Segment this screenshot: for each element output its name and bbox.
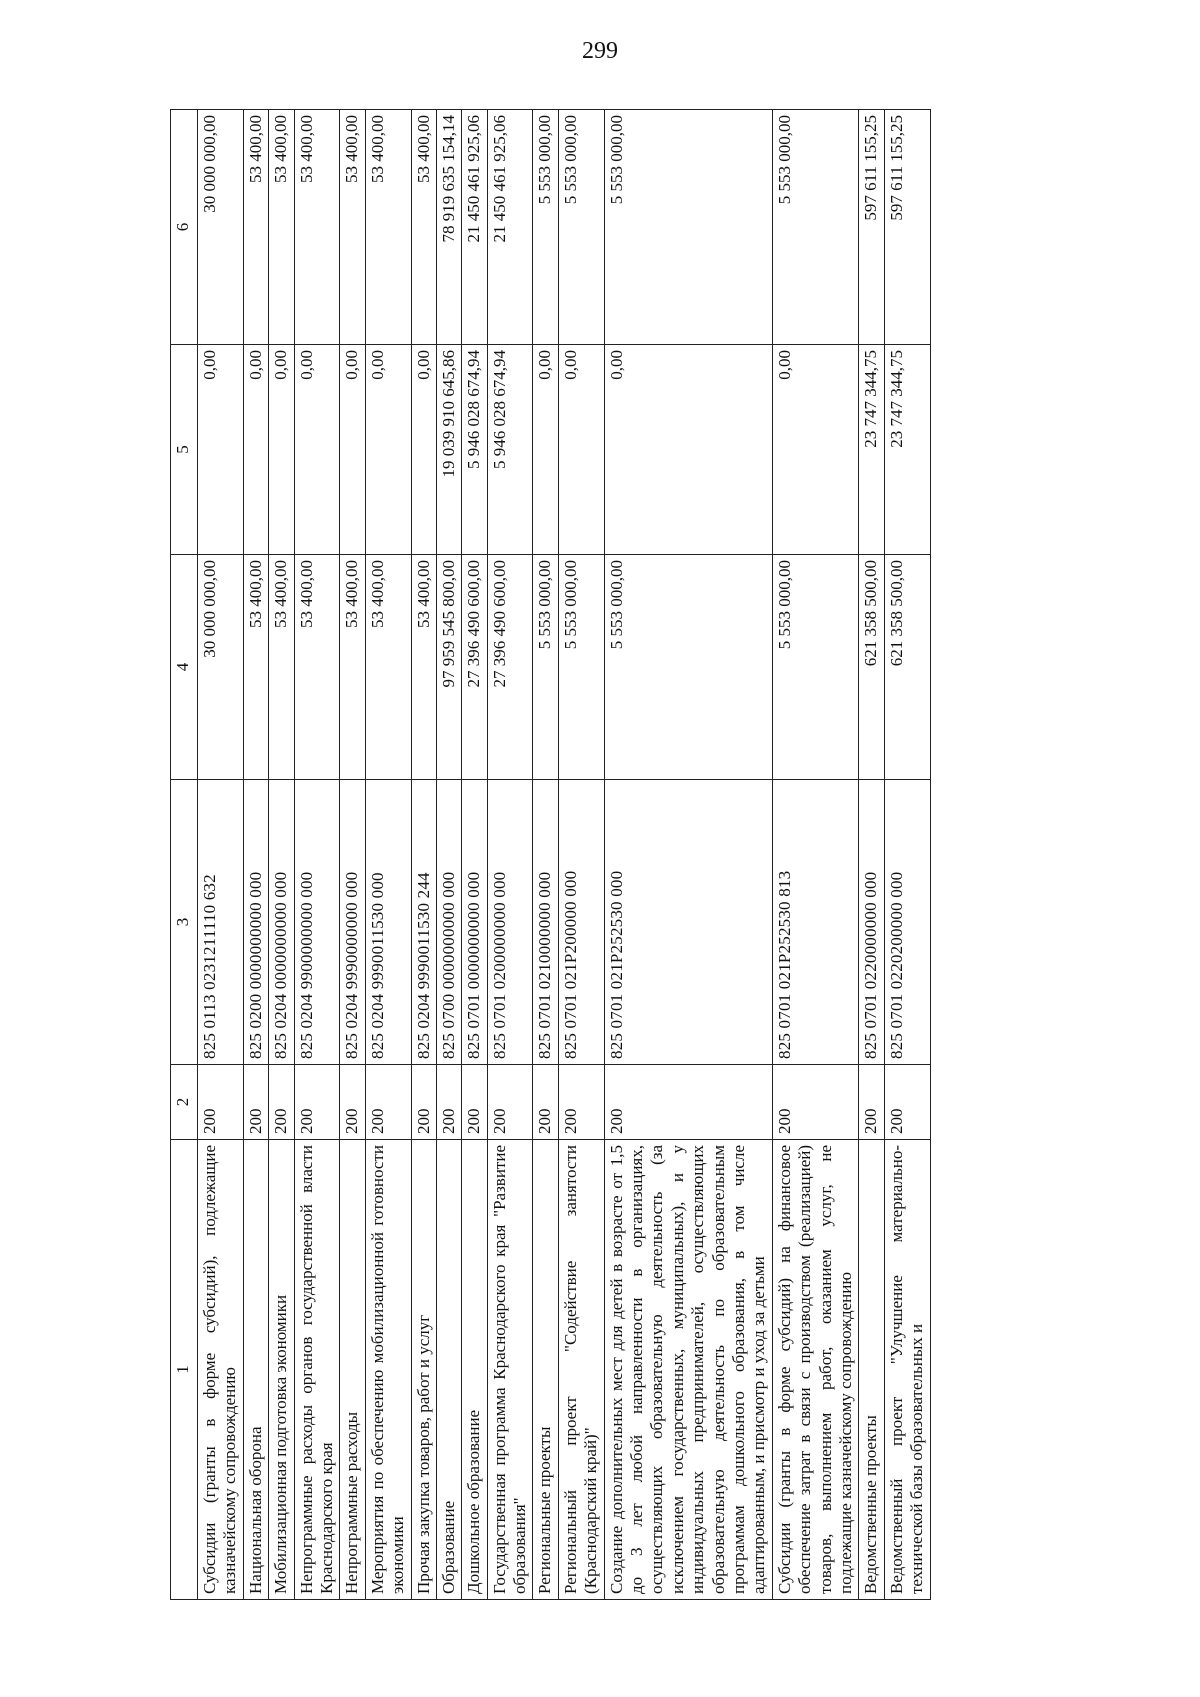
table-row — [294, 110, 340, 1600]
row-vr: 200 — [436, 1065, 461, 1140]
row-code: 825 0701 0220000000 000 — [859, 780, 884, 1065]
row-col5: 0,00 — [365, 345, 411, 555]
row-name: Региональные проекты — [533, 1140, 558, 1600]
row-col6: 53 400,00 — [269, 110, 294, 345]
row-code: 825 0701 0220200000 000 — [884, 780, 930, 1065]
table-header-row — [171, 110, 198, 1600]
row-name: Государственная программа Краснодарского края "Развитие образования" — [487, 1140, 533, 1600]
row-col5: 0,00 — [411, 345, 436, 555]
row-col4: 30 000 000,00 — [198, 555, 244, 780]
row-col5: 5 946 028 674,94 — [462, 345, 487, 555]
row-name: Прочая закупка товаров, работ и услуг — [411, 1140, 436, 1600]
row-name: Дошкольное образование — [462, 1140, 487, 1600]
row-col6: 21 450 461 925,06 — [462, 110, 487, 345]
row-vr: 200 — [533, 1065, 558, 1140]
row-code: 825 0701 021P252530 000 — [604, 780, 772, 1065]
row-code: 825 0701 021P252530 813 — [772, 780, 859, 1065]
header-col-5: 5 — [171, 345, 198, 555]
row-col6: 597 611 155,25 — [859, 110, 884, 345]
row-col4: 27 396 490 600,00 — [462, 555, 487, 780]
row-name: Ведомственный проект "Улучшение материально-технической базы образовательных и — [884, 1140, 930, 1600]
table-row — [411, 110, 436, 1600]
row-code: 825 0204 9900000000 000 — [294, 780, 340, 1065]
row-col5: 19 039 910 645,86 — [436, 345, 461, 555]
row-col4: 621 358 500,00 — [884, 555, 930, 780]
table-row — [604, 110, 772, 1600]
row-vr: 200 — [340, 1065, 365, 1140]
header-col-3: 3 — [171, 780, 198, 1065]
row-col6: 53 400,00 — [365, 110, 411, 345]
row-code: 825 0700 0000000000 000 — [436, 780, 461, 1065]
table-row — [269, 110, 294, 1600]
row-name: Ведомственные проекты — [859, 1140, 884, 1600]
table-row — [198, 110, 244, 1600]
row-col4: 53 400,00 — [365, 555, 411, 780]
row-name: Мобилизационная подготовка экономики — [269, 1140, 294, 1600]
budget-table — [170, 109, 931, 1600]
row-vr: 200 — [198, 1065, 244, 1140]
row-col6: 53 400,00 — [294, 110, 340, 345]
row-vr: 200 — [411, 1065, 436, 1140]
row-col6: 78 919 635 154,14 — [436, 110, 461, 345]
row-col5: 0,00 — [558, 345, 604, 555]
rotated-table-container — [170, 110, 1070, 1600]
row-col5: 5 946 028 674,94 — [487, 345, 533, 555]
row-col4: 5 553 000,00 — [604, 555, 772, 780]
row-col5: 0,00 — [243, 345, 268, 555]
row-col5: 0,00 — [198, 345, 244, 555]
row-col4: 27 396 490 600,00 — [487, 555, 533, 780]
row-col5: 23 747 344,75 — [884, 345, 930, 555]
row-code: 825 0701 0210000000 000 — [533, 780, 558, 1065]
row-col5: 0,00 — [772, 345, 859, 555]
row-vr: 200 — [269, 1065, 294, 1140]
row-code: 825 0701 0000000000 000 — [462, 780, 487, 1065]
row-col6: 30 000 000,00 — [198, 110, 244, 345]
row-col6: 5 553 000,00 — [772, 110, 859, 345]
row-code: 825 0204 9990000000 000 — [340, 780, 365, 1065]
row-col4: 53 400,00 — [340, 555, 365, 780]
table-row — [340, 110, 365, 1600]
table-row — [558, 110, 604, 1600]
table-row — [772, 110, 859, 1600]
row-col5: 0,00 — [294, 345, 340, 555]
row-code: 825 0200 0000000000 000 — [243, 780, 268, 1065]
row-col4: 53 400,00 — [243, 555, 268, 780]
table-row — [462, 110, 487, 1600]
page-number: 299 — [582, 38, 618, 64]
row-vr: 200 — [884, 1065, 930, 1140]
table-row — [487, 110, 533, 1600]
table-row — [859, 110, 884, 1600]
row-col5: 0,00 — [604, 345, 772, 555]
row-col6: 5 553 000,00 — [558, 110, 604, 345]
row-name: Непрограммные расходы органов государственной власти Краснодарского края — [294, 1140, 340, 1600]
row-vr: 200 — [462, 1065, 487, 1140]
row-col4: 5 553 000,00 — [772, 555, 859, 780]
row-code: 825 0204 9990011530 244 — [411, 780, 436, 1065]
row-vr: 200 — [558, 1065, 604, 1140]
row-code: 825 0113 0231211110 632 — [198, 780, 244, 1065]
row-col5: 23 747 344,75 — [859, 345, 884, 555]
row-col4: 53 400,00 — [411, 555, 436, 780]
table-row — [436, 110, 461, 1600]
row-name: Региональный проект "Содействие занятости (Краснодарский край)" — [558, 1140, 604, 1600]
table-row — [243, 110, 268, 1600]
row-vr: 200 — [243, 1065, 268, 1140]
row-code: 825 0701 0200000000 000 — [487, 780, 533, 1065]
table-row — [365, 110, 411, 1600]
header-col-4: 4 — [171, 555, 198, 780]
row-code: 825 0204 9990011530 000 — [365, 780, 411, 1065]
row-col6: 53 400,00 — [243, 110, 268, 345]
row-col5: 0,00 — [269, 345, 294, 555]
row-name: Создание дополнительных мест для детей в возрасте от 1,5 до 3 лет любой направленности в организациях, осуществляющих образовательную деятельность (за исключением государственных, муниципальных), и у индивидуальных предпринимателей, осуществляющих образовательную деятельность по образовательным программам дошкольного образования, в том числе адаптированным, и присмотр и уход за детьми — [604, 1140, 772, 1600]
row-name: Образование — [436, 1140, 461, 1600]
header-col-2: 2 — [171, 1065, 198, 1140]
header-col-6: 6 — [171, 110, 198, 345]
row-name: Национальная оборона — [243, 1140, 268, 1600]
row-name: Субсидии (гранты в форме субсидий) на финансовое обеспечение затрат в связи с производством (реализацией) товаров, выполнением работ, оказанием услуг, не подлежащие казначейскому сопровождению — [772, 1140, 859, 1600]
row-name: Непрограммные расходы — [340, 1140, 365, 1600]
row-col6: 53 400,00 — [340, 110, 365, 345]
row-code: 825 0701 021P200000 000 — [558, 780, 604, 1065]
row-col4: 97 959 545 800,00 — [436, 555, 461, 780]
table-row — [884, 110, 930, 1600]
row-col4: 53 400,00 — [294, 555, 340, 780]
row-col4: 621 358 500,00 — [859, 555, 884, 780]
row-name: Субсидии (гранты в форме субсидий), подлежащие казначейскому сопровождению — [198, 1140, 244, 1600]
row-code: 825 0204 0000000000 000 — [269, 780, 294, 1065]
row-col6: 21 450 461 925,06 — [487, 110, 533, 345]
row-vr: 200 — [487, 1065, 533, 1140]
header-col-1: 1 — [171, 1140, 198, 1600]
row-vr: 200 — [859, 1065, 884, 1140]
row-col4: 53 400,00 — [269, 555, 294, 780]
row-name: Мероприятия по обеспечению мобилизационной готовности экономики — [365, 1140, 411, 1600]
row-vr: 200 — [294, 1065, 340, 1140]
row-vr: 200 — [365, 1065, 411, 1140]
row-col6: 597 611 155,25 — [884, 110, 930, 345]
row-vr: 200 — [604, 1065, 772, 1140]
row-col4: 5 553 000,00 — [558, 555, 604, 780]
row-col4: 5 553 000,00 — [533, 555, 558, 780]
table-row — [533, 110, 558, 1600]
row-col5: 0,00 — [533, 345, 558, 555]
row-col6: 5 553 000,00 — [533, 110, 558, 345]
row-col6: 53 400,00 — [411, 110, 436, 345]
row-col5: 0,00 — [340, 345, 365, 555]
row-col6: 5 553 000,00 — [604, 110, 772, 345]
row-vr: 200 — [772, 1065, 859, 1140]
